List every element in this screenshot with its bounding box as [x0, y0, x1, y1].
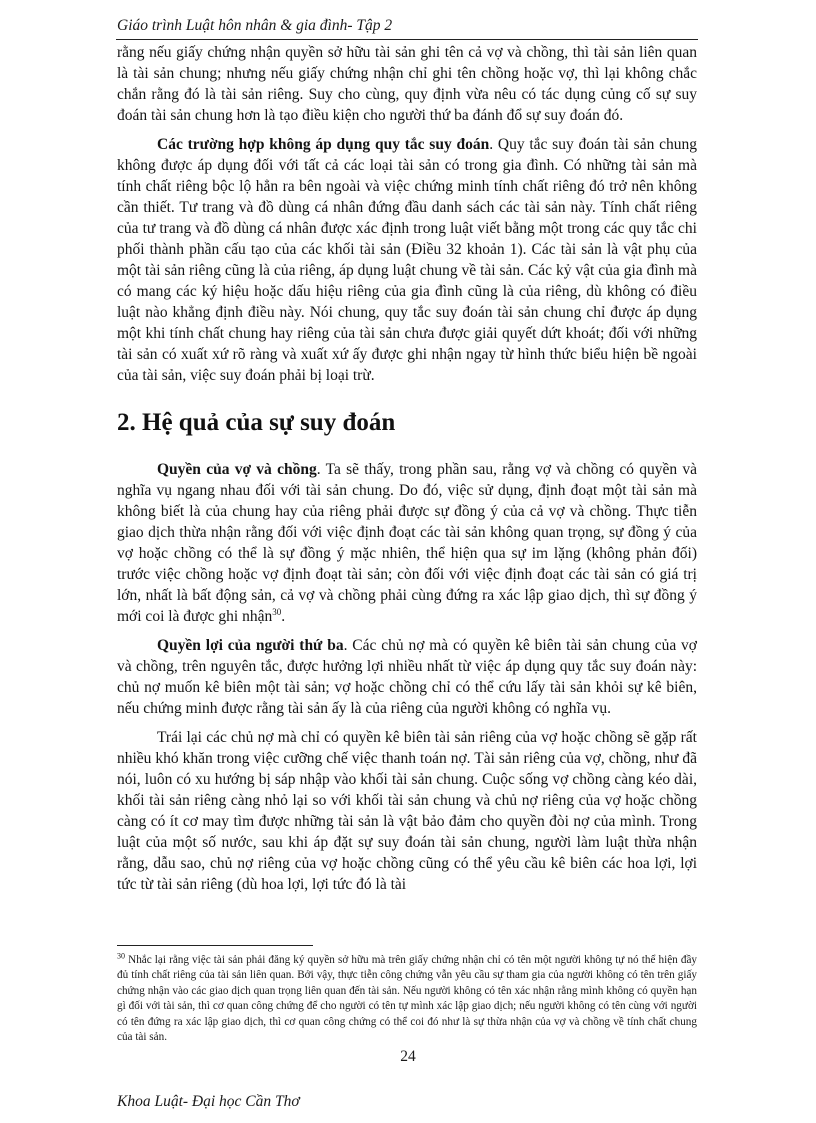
paragraph-end-punctuation: . [281, 608, 286, 625]
footnote [117, 953, 697, 1045]
header-divider [116, 39, 698, 40]
footnote-number: 30 [117, 951, 125, 961]
paragraph-third-party [117, 635, 697, 719]
footnote-text: Nhắc lại rằng việc tài sản phải đăng ký quyền sở hữu mà trên giấy chứng nhận chỉ có tên một người không tự nó thể hiện đầy đủ tính chất riêng của tài sản liên quan. Bởi vậy, thực tiễn công chứng vẫn yêu cầu sự tham gia của người không có tên trên giấy chứng nhận vào các giao dịch quan trọng liên quan đến tài sản. Nếu người không có tên xác nhận rằng mình không có quyền hạn gì đối với tài sản, thì cơ quan công chứng để cho người có tên tự mình xác lập giao dịch; nếu người không có tên cùng với người có tên đứng ra xác lập giao dịch, thì cơ quan công chứng có thể coi đó như là sự thừa nhận của vợ và chồng về tính chất chung của tài sản. [117, 954, 698, 1044]
section-heading: 2. Hệ quả của sự suy đoán [117, 409, 396, 436]
paragraph-exceptions [117, 134, 697, 386]
paragraph-text-exceptions: . Quy tắc suy đoán tài sản chung không được áp dụng đối với tất cả các loại tài sản có trong gia đình. Có những tài sản mà tính chất riêng bộc lộ hẳn ra bên ngoài và việc chứng minh tính chất riêng đó trở nên không cần thiết. Tư trang và đồ dùng cá nhân đứng đầu danh sách các tài sản này. Tính chất riêng của tư trang và đồ dùng cá nhân được xác định trong luật viết bằng một trong các quy tắc chi phối thành phần cấu tạo của các khối tài sản (Điều 32 khoản 1). Các tài sản là vật phụ của một tài sản riêng cũng là của riêng, áp dụng luật chung về tài sản. Các kỷ vật của gia đình mà có mang các ký hiệu hoặc dấu hiệu riêng của gia đình cũng là của riêng, dù không có điều luật nào khẳng định điều này. Nói chung, quy tắc suy đoán tài sản chung chỉ được áp dụng một khi tính chất chung hay riêng của tài sản chưa được giải quyết dứt khoát; đối với những tài sản có xuất xứ rõ ràng và xuất xứ ấy được ghi nhận ngay từ hình thức biểu hiện bề ngoài của tài sản, việc suy đoán phải bị loại trừ. [117, 136, 697, 384]
paragraph-lead-third-party: Quyền lợi của người thứ ba [157, 637, 344, 654]
paragraph-creditors: Trái lại các chủ nợ mà chỉ có quyền kê biên tài sản riêng của vợ hoặc chồng sẽ gặp rất nhiều khó khăn trong việc cưỡng chế việc thanh toán nợ. Tài sản riêng của vợ, chồng, như đã nói, luôn có xu hướng bị sáp nhập vào khối tài sản chung. Cuộc sống vợ chồng càng kéo dài, khối tài sản riêng càng nhỏ lại so với khối tài sản chung và chủ nợ riêng của vợ hoặc chồng càng có ít cơ may tìm được những tài sản là vật bảo đảm cho quyền đòi nợ của mình. Trong luật của một số nước, sau khi áp đặt sự suy đoán tài sản chung, người làm luật thừa nhận rằng, dẫu sao, chủ nợ riêng của vợ hoặc chồng cũng có thể yêu cầu kê biên các hoa lợi, lợi tức từ tài sản riêng (dù hoa lợi, lợi tức đó là tài [117, 729, 697, 893]
paragraph-lead-exceptions: Các trường hợp không áp dụng quy tắc suy đoán [157, 136, 490, 153]
footnote-divider [117, 945, 313, 946]
paragraph-lead-spouse-rights: Quyền của vợ và chồng [157, 461, 317, 478]
paragraph-continuation: rằng nếu giấy chứng nhận quyền sở hữu tài sản ghi tên cả vợ và chồng, thì tài sản liên quan là tài sản chung; nhưng nếu giấy chứng nhận chỉ ghi tên chồng hoặc vợ, thì lại không chắc chắn rằng đó là tài sản riêng. Suy cho cùng, quy định vừa nêu có tác dụng củng cố sự suy đoán tài sản chung hơn là tạo điều kiện cho người thứ ba đánh đổ sự suy đoán đó. [117, 44, 697, 124]
page-body [117, 42, 697, 895]
running-header: Giáo trình Luật hôn nhân & gia đình- Tập 2 [117, 17, 393, 34]
footnote-reference[interactable]: 30 [272, 606, 282, 617]
page-number: 24 [400, 1048, 416, 1065]
running-footer: Khoa Luật- Đại học Cần Thơ [117, 1093, 300, 1110]
paragraph-text-third-party: . Các chủ nợ mà có quyền kê biên tài sản chung của vợ và chồng, trên nguyên tắc, được hưởng lợi nhiều nhất từ việc áp dụng quy tắc suy đoán này: chủ nợ muốn kê biên một tài sản; vợ hoặc chồng chỉ có thể cứu lấy tài sản khỏi sự kê biên, nếu chứng minh được rằng tài sản ấy là của riêng của người không có nghĩa vụ. [117, 637, 697, 717]
paragraph-text-spouse-rights: . Ta sẽ thấy, trong phần sau, rằng vợ và chồng có quyền và nghĩa vụ ngang nhau đối với tài sản chung. Do đó, việc sử dụng, định đoạt một tài sản mà không biết là của chung hay của riêng phải được sự đồng ý của cả vợ và chồng. Thực tiễn giao dịch thừa nhận rằng đối với việc định đoạt các tài sản không quan trọng, sự đồng ý của vợ hoặc chồng có thể là sự đồng ý mặc nhiên, thể hiện qua sự im lặng (không phản đối) trước việc chồng hoặc vợ định đoạt tài sản; còn đối với việc định đoạt các tài sản có giá trị lớn, nhất là bất động sản, cả vợ và chồng phải cùng đứng ra xác lập giao dịch, thì sự đồng ý mới coi là được ghi nhận [117, 461, 697, 625]
paragraph-spouse-rights [117, 459, 697, 627]
